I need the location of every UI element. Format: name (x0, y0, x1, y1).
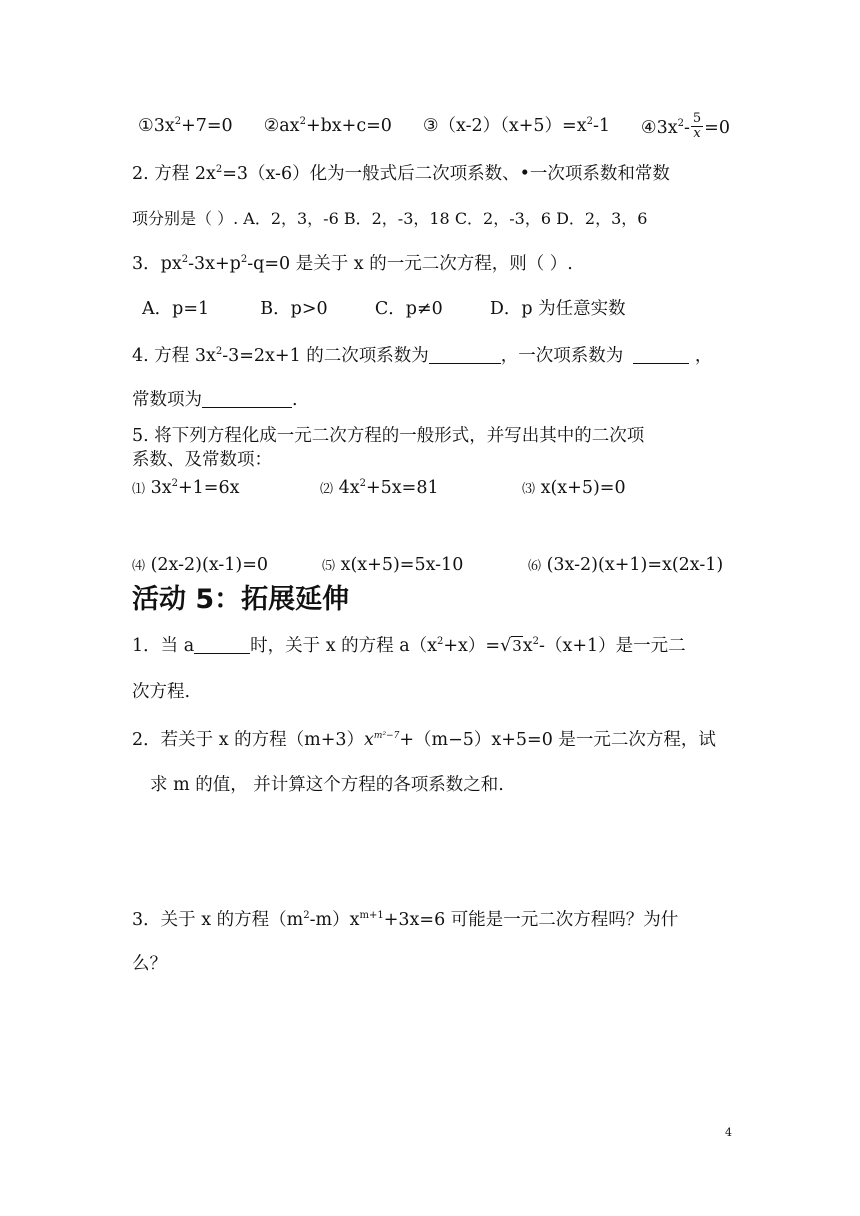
a5-problem-1-line-2: 次方程. (132, 682, 191, 702)
q5-item-2: ⑵ $4x^2+5x=81$ (320, 478, 439, 498)
q3-option-b: B．p>0 (260, 299, 328, 319)
q5-item-5: ⑸ x(x+5)=5x-10 (322, 555, 464, 575)
a5-p1-blank[interactable] (194, 635, 250, 654)
q1-option-4: $④3x^2-$ $\frac{5}{x}$ =0 (640, 111, 730, 141)
q3-option-d: D．p 为任意实数 (489, 299, 626, 319)
q1-option-3: $③(x-2)(x+5)=x^2-1$ (422, 116, 610, 136)
q5-line-1: 5. 将下列方程化成一元二次方程的一般形式，并写出其中的二次项 (132, 426, 645, 446)
a5-problem-1-line-1: 1．当 a 时，关于 x 的方程 $a(x^2+x)=√3x^2-(x+1)$是一元二 (132, 636, 686, 656)
sqrt-symbol: √3 (500, 636, 522, 656)
q5-item-4: ⑷ (2x-2)(x-1)=0 (132, 555, 269, 575)
q5-item-3: ⑶ x(x+5)=0 (522, 478, 626, 498)
q4-line-2: 常数项为 . (132, 390, 298, 410)
fraction-5-over-x: $\frac{5}{x}$ (692, 111, 702, 141)
q3-options (142, 297, 732, 321)
a5-problem-3-line-1: 3．关于 x 的方程$(m^2-m)x^{m+1}+3x=6$ 可能是一元二次方程吗？为什 (132, 910, 679, 930)
q3-option-a: A．p=1 (142, 299, 210, 319)
q1-options-row (138, 111, 730, 143)
q3-option-c: C．p≠0 (374, 299, 443, 319)
q4-line-1: 4. 方程 $3x^2-3=2x+1$ 的二次项系数为 ，一次项系数为 ， (132, 346, 713, 366)
q5-item-6: ⑹ (3x-2)(x+1)=x(2x-1) (528, 555, 724, 575)
page-number: 4 (725, 1126, 732, 1139)
q4-blank-linear[interactable] (633, 345, 689, 364)
activity-5-heading: 活动 5：拓展延伸 (132, 584, 350, 615)
q4-blank-constant[interactable] (202, 389, 292, 408)
q2-line-2: 项分别是（ ）. A．2，3，-6 B．2，-3，18 C．2，-3，6 D．2，3，6 (132, 209, 648, 228)
q3-stem: 3．$px^2-3x+p^2-q=0$ 是关于 x 的一元二次方程，则（ ）. (132, 254, 573, 274)
q4-blank-quadratic[interactable] (429, 345, 501, 364)
a5-problem-3-line-2: 么？ (132, 954, 167, 974)
q1-option-1: $①3x^2+7=0$ (138, 116, 233, 136)
q2-line-1: 2. 方程 $2x^2=3(x-6)$化为一般式后二次项系数、•一次项系数和常数 (132, 164, 670, 184)
q1-option-2: $②ax^2+bx+c=0$ (263, 116, 392, 136)
a5-problem-2-line-1: 2．若关于 x 的方程$(m+3)x^{m^2-7}+(m-5)x+5=0$ 是一元二次方程，试 (132, 730, 716, 750)
q5-line-2: 系数、及常数项： (132, 450, 272, 470)
q5-item-1: ⑴ $3x^2+1=6x$ (132, 478, 240, 498)
a5-problem-2-line-2: 求 m 的值， 并计算这个方程的各项系数之和. (150, 775, 504, 795)
